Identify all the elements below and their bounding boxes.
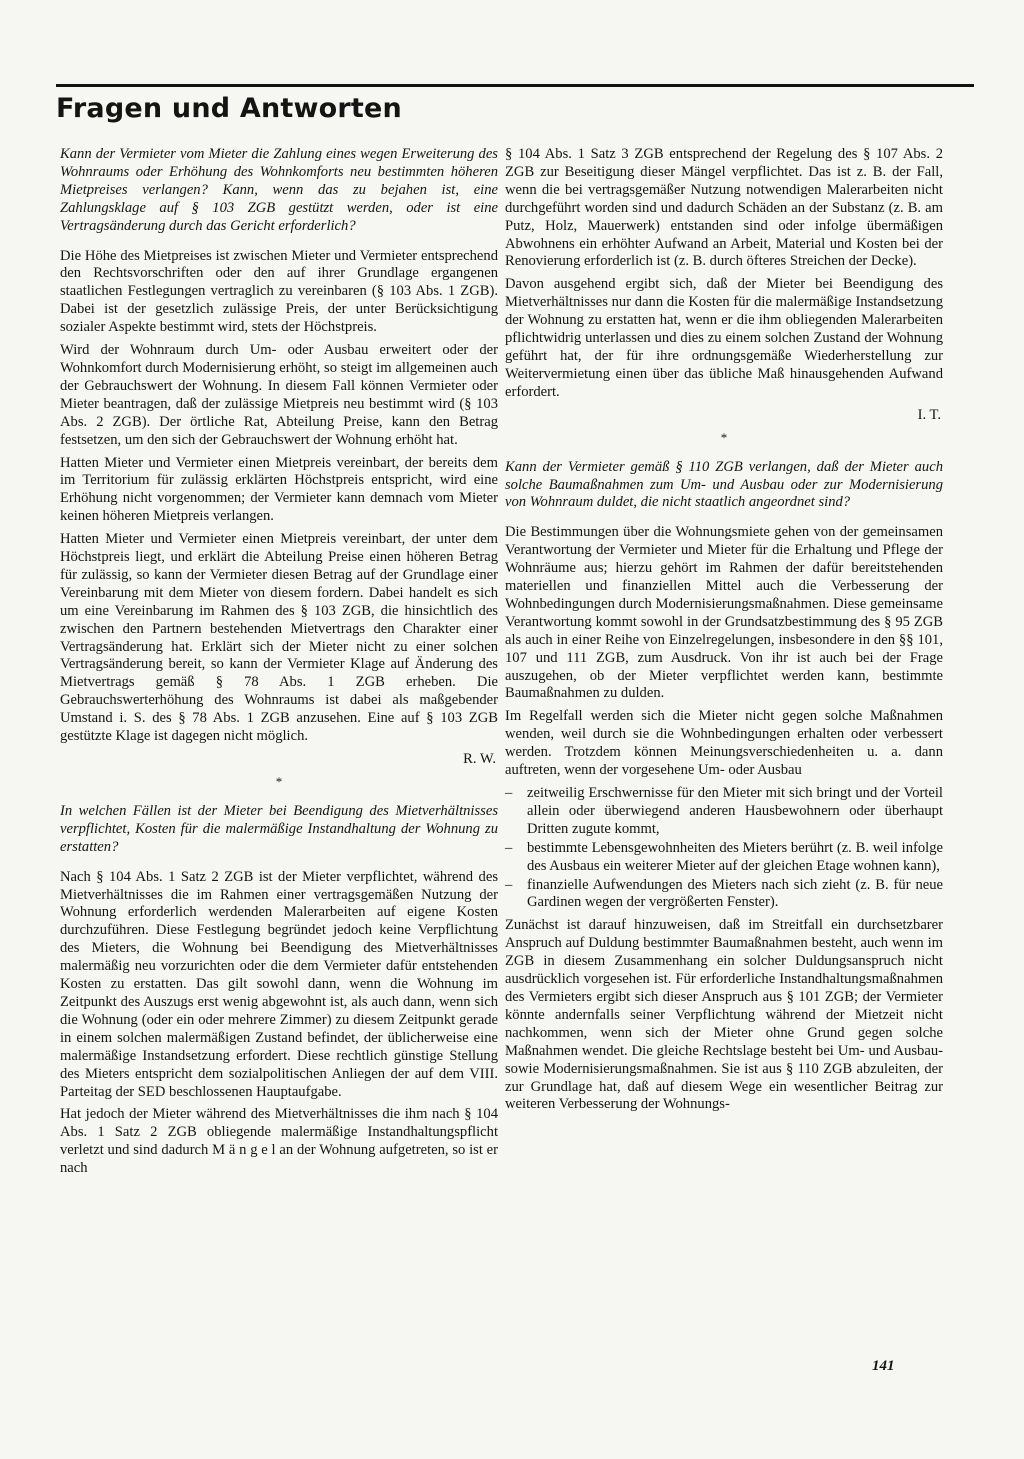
answer-1-paragraph-3: Hatten Mieter und Vermieter einen Mietpreis vereinbart, der bereits dem im Territorium für zulässig erklärten Höchstpreis entspricht, wird eine Erhöhung nicht vorgenommen; der Vermieter kann demnach vom Mieter keinen höheren Mietpreis verlangen. bbox=[60, 454, 498, 525]
list-item: – zeitweilig Erschwernisse für den Mieter mit sich bringt und der Vorteil allein oder überwiegend anderen Hausbewohnern oder überhaupt Dritten zugute kommt, bbox=[505, 785, 943, 839]
author-initials-2: I. T. bbox=[917, 406, 941, 423]
answer-3-paragraph-1: Die Bestimmungen über die Wohnungsmiete gehen von der gemeinsamen Verantwortung der Vermieter und Mieter für die Erhaltung und Pflege der Wohnräume aus; hierzu gehört im Rahmen der dafür bereitstehenden materiellen und finanziellen Mittel auch die Verbesserung der Wohnbedingungen durch Modernisierungsmaßnahmen. Diese gemeinsame Verantwortung kommt sowohl in der Grundsatzbestimmung des § 95 ZGB als auch in einer Reihe von Einzelregelungen, insbesondere in den §§ 101, 107 und 111 ZGB, zum Ausdruck. Von ihr ist auch bei der Frage auszugehen, ob der Mieter verpflichtet werden kann, bestimmte Baumaßnahmen zu dulden. bbox=[505, 524, 943, 702]
right-column bbox=[505, 146, 943, 1119]
answer-1-paragraph-4: Hatten Mieter und Vermieter einen Mietpreis vereinbart, der unter dem Höchstpreis liegt, und erklärt die Abteilung Preise einen höheren Betrag für zulässig, so kann der Vermieter diesen Betrag auf der Grundlage einer Vereinbarung mit dem Mieter von diesem fordern. Dabei handelt es sich um eine Vereinbarung im Rahmen des § 103 ZGB, die hinsichtlich des zwischen den Partnern bestehenden Mietvertrags den Charakter einer Vertragsänderung hat. Erklärt sich der Mieter nicht zu einer solchen Vertragsänderung bereit, so kann der Vermieter Klage auf Änderung des Mietvertrags gemäß § 78 Abs. 1 ZGB erheben. Die Gebrauchswerterhöhung des Wohnraums ist dabei als maßgebender Umstand i. S. des § 78 Abs. 1 ZGB anzusehen. Eine auf § 103 ZGB gestützte Klage ist dagegen nicht möglich. bbox=[60, 531, 498, 745]
list-item: – finanzielle Aufwendungen des Mieters nach sich zieht (z. B. für neue Gardinen wegen der vergrößerten Fenster). bbox=[505, 877, 943, 913]
author-initials-1: R. W. bbox=[463, 751, 496, 767]
answer-3-paragraph-2: Im Regelfall werden sich die Mieter nicht gegen solche Maßnahmen wenden, weil durch sie die Wohnbedingungen erhalten oder verbessert werden. Trotzdem können Meinungsverschiedenheiten u. a. dann auftreten, wenn der vorgesehene Um- oder Ausbau bbox=[505, 708, 943, 779]
answer-1-paragraph-1: Die Höhe des Mietpreises ist zwischen Mieter und Vermieter entsprechend den Rechtsvorschriften oder den auf ihrer Grundlage ergangenen staatlichen Festlegungen vertraglich zu vereinbaren (§ 103 Abs. 1 ZGB). Dabei ist der gesetzlich zulässige Preis, der unter Berücksichtigung sozialer Aspekte bestimmt wird, stets der Höchstpreis. bbox=[60, 247, 498, 336]
answer-2-paragraph-2-continued: § 104 Abs. 1 Satz 3 ZGB entsprechend der Regelung des § 107 Abs. 2 ZGB zur Beseitigung dieser Mängel verpflichtet. Das ist z. B. der Fall, wenn die bei vertragsgemäßer Nutzung notwendigen Malerarbeiten nicht durchgeführt worden sind und dadurch Schäden an der Substanz (z. B. am Putz, Holz, Mauerwerk) entstanden sind oder infolge übermäßigen Abwohnens ein erhöhter Aufwand an Arbeit, Material und Kosten bei der Renovierung erforderlich ist (z. B. durch öfteres Streichen der Decke). bbox=[505, 146, 943, 270]
question-2: In welchen Fällen ist der Mieter bei Beendigung des Mietverhältnisses verpflichtet, Kosten für die malermäßige Instandhaltung der Wohnung zu erstatten? bbox=[60, 802, 498, 855]
answer-2-paragraph-1: Nach § 104 Abs. 1 Satz 2 ZGB ist der Mieter verpflichtet, während des Mietverhältnisses die im Rahmen einer vertragsgemäßen Nutzung der Wohnung erforderlich werdenden Malerarbeiten auf eigene Kosten durchzuführen. Diese Festlegung begründet jedoch keine Verpflichtung des Mieters, die Wohnung bei Beendigung des Mietverhältnisses malermäßig neu vorzurichten oder die dem Vermieter dafür entstehenden Kosten zu erstatten. Das gilt sowohl dann, wenn die Wohnung im Zeitpunkt des Auszugs erst wenig abgewohnt ist, als auch dann, wenn sich die Wohnung (oder ein oder mehrere Zimmer) zu diesem Zeitpunkt gerade in einem solchen malermäßigen Zustand befindet, der üblicherweise eine malermäßige Instandsetzung erfordert. Diese rechtlich günstige Stellung des Mieters entspricht dem sozialpolitischen Anliegen der auf dem VIII. Parteitag der SED beschlossenen Hauptaufgabe. bbox=[60, 868, 498, 1100]
answer-1-paragraph-2: Wird der Wohnraum durch Um- oder Ausbau erweitert oder der Wohnkomfort durch Modernisierung erhöht, so steigt im allgemeinen auch der Gebrauchswert der Wohnung. In diesem Fall können Vermieter oder Mieter beantragen, daß der zulässige Mietpreis neu bestimmt wird (§ 103 Abs. 2 ZGB). Der örtliche Rat, Abteilung Preise, kann den Betrag festsetzen, um den sich der Gebrauchswert der Wohnung erhöht hat. bbox=[60, 342, 498, 448]
section-separator-1: * bbox=[275, 773, 283, 789]
page-number: 141 bbox=[872, 1358, 895, 1374]
left-column bbox=[60, 146, 498, 1183]
page-title: Fragen und Antworten bbox=[56, 93, 402, 124]
answer-2-paragraph-3: Davon ausgehend ergibt sich, daß der Mieter bei Beendigung des Mietverhältnisses nur dann die Kosten für die malermäßige Instandsetzung der Wohnung zu erstatten hat, wenn er die ihm obliegenden Malerarbeiten pflichtwidrig unterlassen und dies zu einem solchen Zustand der Wohnung geführt hat, der für ihre ordnungsgemäße Wiederherstellung zur Weitervermietung einen über das übliche Maß hinausgehenden Aufwand erfordert. bbox=[505, 276, 943, 400]
section-separator-2: * bbox=[720, 429, 728, 445]
answer-2-paragraph-2: Hat jedoch der Mieter während des Mietverhältnisses die ihm nach § 104 Abs. 1 Satz 2 ZGB obliegende malermäßige Instandhaltungspflicht verletzt und sind dadurch M ä n g e l an der Wohnung aufgetreten, so ist er nach bbox=[60, 1106, 498, 1177]
list-item: – bestimmte Lebensgewohnheiten des Mieters berührt (z. B. weil infolge des Ausbaus ein weiterer Mieter auf der gleichen Etage wohnen kann), bbox=[505, 840, 943, 876]
answer-3-paragraph-3: Zunächst ist darauf hinzuweisen, daß im Streitfall ein durchsetzbarer Anspruch auf Duldung bestimmter Baumaßnahmen besteht, auch wenn im ZGB in diesem Zusammenhang ein solcher Duldungsanspruch nicht ausdrücklich vorgesehen ist. Für erforderliche Instandhaltungsmaßnahmen des Vermieters ergibt sich dieser Anspruch aus § 101 ZGB; der Vermieter könnte andernfalls seiner Verpflichtung während der Mietzeit nicht nachkommen, wenn sich der Mieter ohne Grund gegen solche Maßnahmen wendet. Die gleiche Rechtslage besteht bei Um- und Ausbau- sowie Modernisierungsmaßnahmen. Sie ist aus § 110 ZGB abzuleiten, der zur Grundlage hat, daß auf diesem Wege ein wesentlicher Beitrag zur weiteren Verbesserung der Wohnungs- bbox=[505, 917, 943, 1113]
question-1: Kann der Vermieter vom Mieter die Zahlung eines wegen Erweiterung des Wohnraums oder Erhöhung des Wohnkomforts neu bestimmten höheren Mietpreises verlangen? Kann, wenn das zu bejahen ist, eine Zahlungsklage auf § 103 ZGB gestützt werden, oder ist eine Vertragsänderung durch das Gericht erforderlich? bbox=[60, 146, 498, 234]
question-3: Kann der Vermieter gemäß § 110 ZGB verlangen, daß der Mieter auch solche Baumaßnahmen zum Um- und Ausbau oder zur Modernisierung von Wohnraum duldet, die nicht staatlich angeordnet sind? bbox=[505, 458, 943, 511]
page-header bbox=[56, 84, 974, 124]
dash-list bbox=[505, 785, 943, 912]
